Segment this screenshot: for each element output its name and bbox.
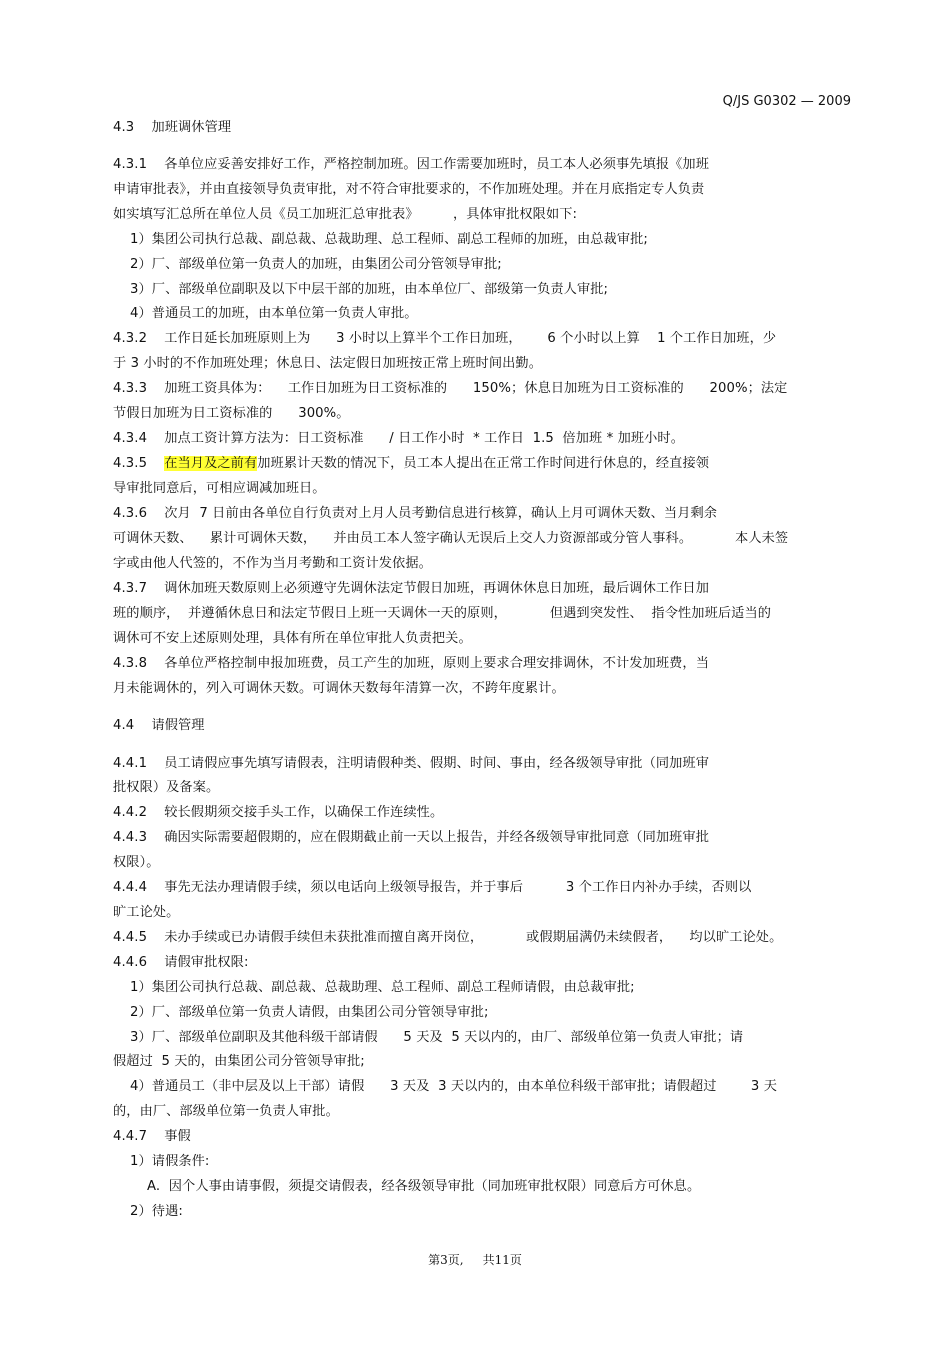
paragraph-line: 节假日加班为日工资标准的 300%。 [113,406,350,421]
list-item: A. 因个人事由请事假，须提交请假表，经各级领导审批（同加班审批权限）同意后方可休息。 [147,1179,701,1194]
paragraph-line: 4.4.3 确因实际需要超假期的，应在假期截止前一天以上报告，并经各级领导审批同意（同加班审批 [113,830,710,845]
list-item: 1）集团公司执行总裁、副总裁、总裁助理、总工程师、副总工程师请假，由总裁审批; [130,980,635,995]
paragraph-line: 可调休天数、 累计可调休天数， 并由员工本人签字确认无误后上交人力资源部或分管人事科。 本人未签 [113,531,789,546]
paragraph-line: 字或由他人代签的，不作为当月考勤和工资计发依据。 [113,556,432,571]
list-item: 1）集团公司执行总裁、副总裁、总裁助理、总工程师、副总工程师的加班，由总裁审批; [130,232,648,247]
paragraph-line: 导审批同意后，可相应调减加班日。 [113,481,326,496]
paragraph-line: 4.4.4 事先无法办理请假手续，须以电话向上级领导报告，并于事后 3 个工作日内补办手续，否则以 [113,880,752,895]
paragraph-line: 月未能调休的，列入可调休天数。可调休天数每年清算一次，不跨年度累计。 [113,681,565,696]
paragraph-line: 4.4.5 未办手续或已办请假手续但未获批准而擅自离开岗位， 或假期届满仍未续假者， 均以旷工论处。 [113,930,783,945]
paragraph-line-4-3-5 [113,457,709,470]
list-item: 1）请假条件: [130,1154,210,1169]
list-item: 4）普通员工的加班，由本单位第一负责人审批。 [130,306,418,321]
paragraph-line: 的，由厂、部级单位第一负责人审批。 [113,1104,339,1119]
paragraph-line: 4.4.6 请假审批权限: [113,955,249,970]
paragraph-line: 4.3.1 各单位应妥善安排好工作，严格控制加班。因工作需要加班时，员工本人必须事先填报《加班 [113,157,710,172]
paragraph-line: 于 3 小时的不作加班处理；休息日、法定假日加班按正常上班时间出勤。 [113,356,542,371]
paragraph-line: 4.3.3 加班工资具体为： 工作日加班为日工资标准的 150%；休息日加班为日工资标准的 200%；法定 [113,381,788,396]
highlighted-text: 在当月及之前有 [164,456,258,471]
paragraph-line: 班的顺序， 并遵循休息日和法定节假日上班一天调休一天的原则， 但遇到突发性、 指令性加班后适当的 [113,606,772,621]
paragraph-line: 4.3.7 调休加班天数原则上必须遵守先调休法定节假日加班，再调休休息日加班，最后调休工作日加 [113,581,710,596]
section-heading-4-4: 4.4 请假管理 [113,718,205,733]
list-item: 3）厂、部级单位副职及以下中层干部的加班，由本单位厂、部级第一负责人审批; [130,282,609,297]
paragraph-line: 4.3.4 加点工资计算方法为：日工资标准 / 日工作小时 * 工作日 1.5 倍加班 * 加班小时。 [113,431,685,446]
clause-text: 加班累计天数的情况下，员工本人提出在正常工作时间进行休息的，经直接领 [257,456,710,471]
section-heading-4-3: 4.3 加班调休管理 [113,120,232,135]
paragraph-line: 4.3.8 各单位严格控制申报加班费，员工产生的加班，原则上要求合理安排调休，不计发加班费，当 [113,656,710,671]
list-item: 4）普通员工（非中层及以上干部）请假 3 天及 3 天以内的，由本单位科级干部审批；请假超过 3 天 [130,1079,778,1094]
paragraph-line: 4.4.7 事假 [113,1129,191,1144]
list-item: 2）厂、部级单位第一负责人请假，由集团公司分管领导审批; [130,1005,489,1020]
list-item: 3）厂、部级单位副职及其他科级干部请假 5 天及 5 天以内的，由厂、部级单位第一负责人审批；请 [130,1030,744,1045]
paragraph-line: 权限）。 [113,855,160,870]
list-item: 2）待遇: [130,1204,183,1219]
paragraph-line: 旷工论处。 [113,905,180,920]
paragraph-line: 批权限）及备案。 [113,780,220,795]
paragraph-line: 4.4.2 较长假期须交接手头工作，以确保工作连续性。 [113,805,444,820]
paragraph-line: 如实填写汇总所在单位人员《员工加班汇总审批表》 ，具体审批权限如下: [113,207,578,222]
clause-number: 4.3.5 [113,456,165,471]
list-item: 2）厂、部级单位第一负责人的加班，由集团公司分管领导审批; [130,257,502,272]
paragraph-line: 调休可不安上述原则处理，具体有所在单位审批人负责把关。 [113,631,472,646]
paragraph-line: 4.4.1 员工请假应事先填写请假表，注明请假种类、假期、时间、事由，经各级领导审批（同加班审 [113,756,710,771]
paragraph-line: 假超过 5 天的，由集团公司分管领导审批; [113,1054,365,1069]
document-code: Q/JS G0302 — 2009 [722,94,851,109]
paragraph-line: 4.3.2 工作日延长加班原则上为 3 小时以上算半个工作日加班， 6 个小时以上算 1 个工作日加班，少 [113,331,777,346]
paragraph-line: 4.3.6 次月 7 日前由各单位自行负责对上月人员考勤信息进行核算，确认上月可调休天数、当月剩余 [113,506,718,521]
page-number: 第3页, 共11页 [428,1253,522,1267]
paragraph-line: 申请审批表》，并由直接领导负责审批，对不符合审批要求的，不作加班处理。并在月底指定专人负责 [113,182,705,197]
